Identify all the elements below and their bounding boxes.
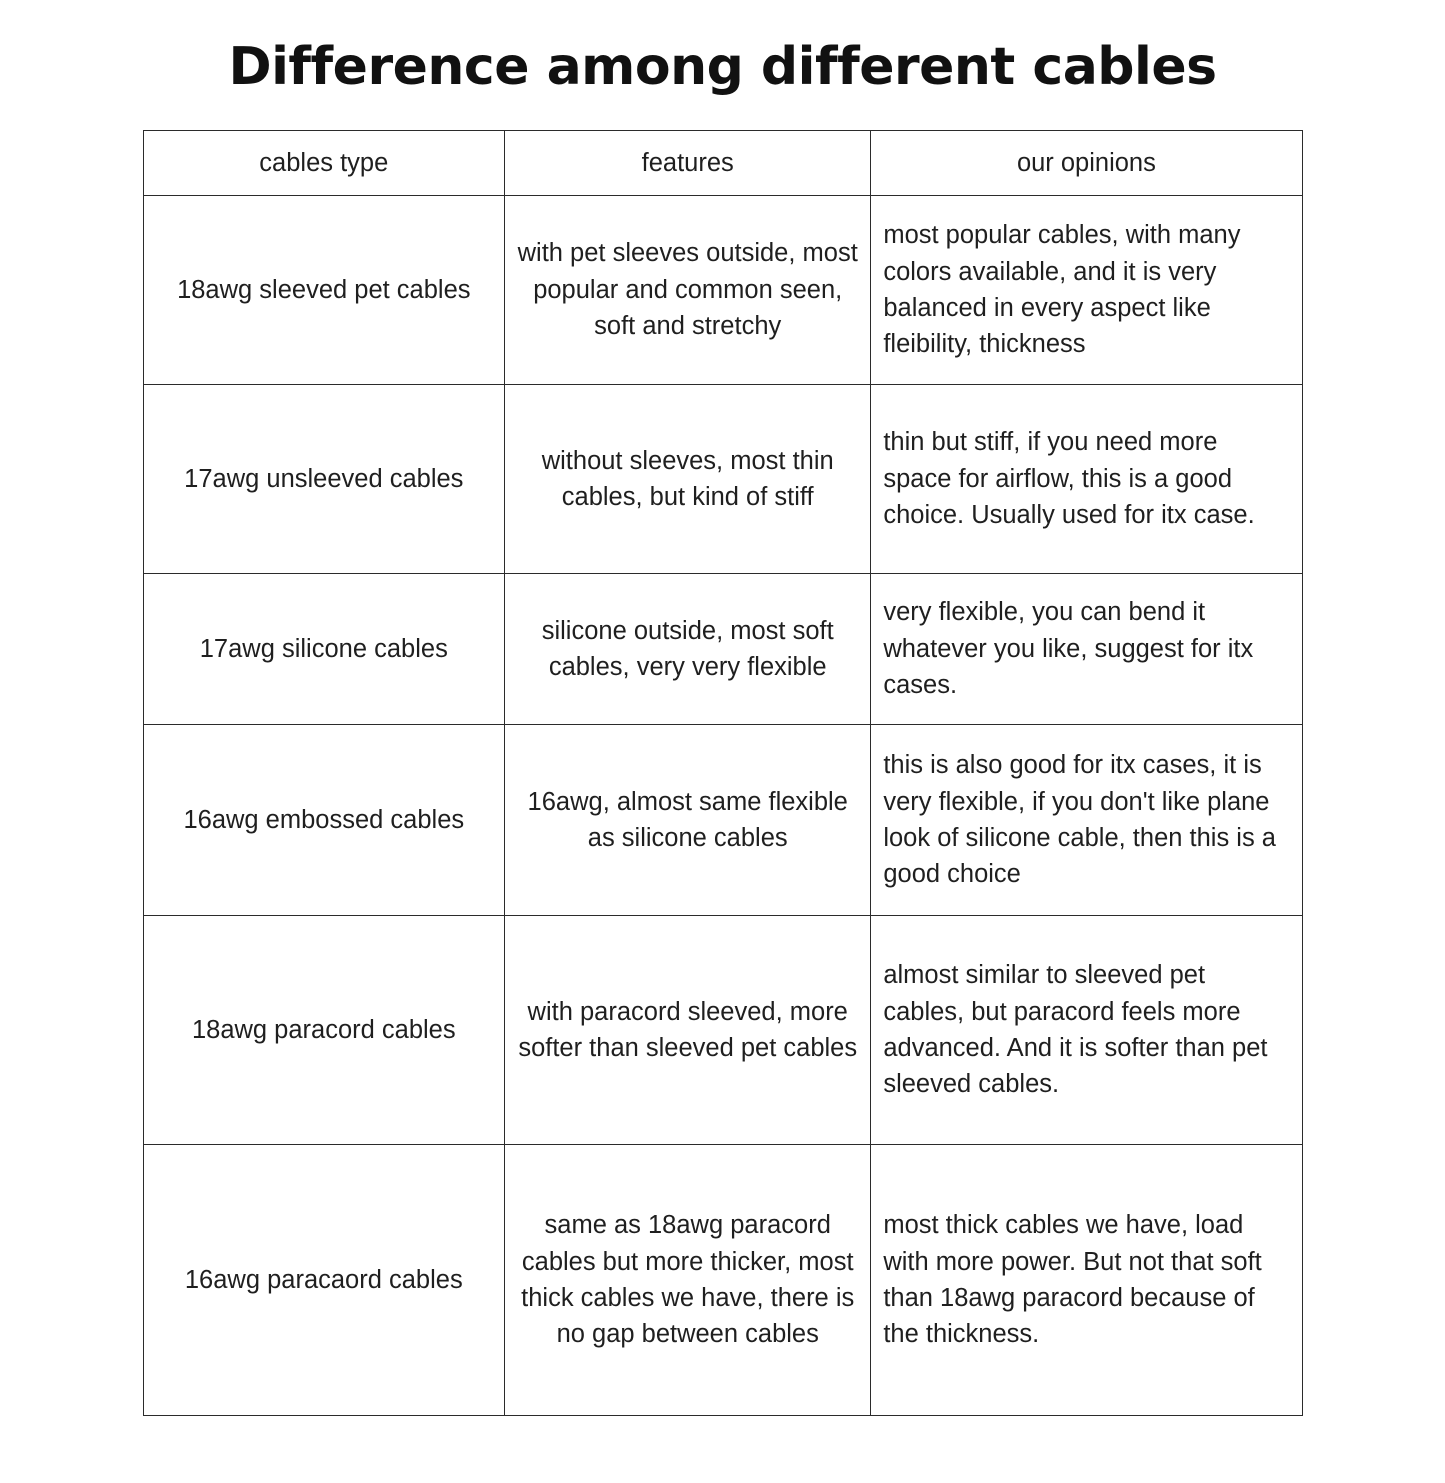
cell-cables-type: 18awg paracord cables — [143, 915, 505, 1144]
cell-our-opinions: thin but stiff, if you need more space for airflow, this is a good choice. Usually used for itx case. — [871, 384, 1302, 573]
table-row — [143, 915, 1302, 1144]
cell-our-opinions: very flexible, you can bend it whatever you like, suggest for itx cases. — [871, 573, 1302, 724]
table-header-row — [143, 130, 1302, 195]
table-row — [143, 384, 1302, 573]
column-header-cables-type: cables type — [143, 130, 505, 195]
cell-our-opinions: this is also good for itx cases, it is very flexible, if you don't like plane look of silicone cable, then this is a good choice — [871, 724, 1302, 915]
column-header-features: features — [505, 130, 871, 195]
table-row — [143, 573, 1302, 724]
table-header — [143, 130, 1302, 195]
cell-cables-type: 17awg unsleeved cables — [143, 384, 505, 573]
cell-features: 16awg, almost same flexible as silicone cables — [505, 724, 871, 915]
cables-comparison-table-container — [143, 130, 1303, 1416]
cables-comparison-table — [143, 130, 1303, 1416]
cell-cables-type: 16awg embossed cables — [143, 724, 505, 915]
cell-cables-type: 18awg sleeved pet cables — [143, 195, 505, 384]
column-header-our-opinions: our opinions — [871, 130, 1302, 195]
cell-our-opinions: almost similar to sleeved pet cables, but paracord feels more advanced. And it is softer than pet sleeved cables. — [871, 915, 1302, 1144]
table-body — [143, 195, 1302, 1415]
cell-our-opinions: most popular cables, with many colors available, and it is very balanced in every aspect like fleibility, thickness — [871, 195, 1302, 384]
cell-cables-type: 17awg silicone cables — [143, 573, 505, 724]
table-row — [143, 1144, 1302, 1415]
page-title: Difference among different cables — [228, 37, 1217, 97]
table-row — [143, 724, 1302, 915]
cell-features: same as 18awg paracord cables but more thicker, most thick cables we have, there is no gap between cables — [505, 1144, 871, 1415]
cell-cables-type: 16awg paracaord cables — [143, 1144, 505, 1415]
cell-features: without sleeves, most thin cables, but kind of stiff — [505, 384, 871, 573]
table-row — [143, 195, 1302, 384]
cell-features: with pet sleeves outside, most popular and common seen, soft and stretchy — [505, 195, 871, 384]
cell-features: silicone outside, most soft cables, very very flexible — [505, 573, 871, 724]
document-page — [0, 38, 1445, 1483]
cell-features: with paracord sleeved, more softer than sleeved pet cables — [505, 915, 871, 1144]
cell-our-opinions: most thick cables we have, load with more power. But not that soft than 18awg paracord because of the thickness. — [871, 1144, 1302, 1415]
